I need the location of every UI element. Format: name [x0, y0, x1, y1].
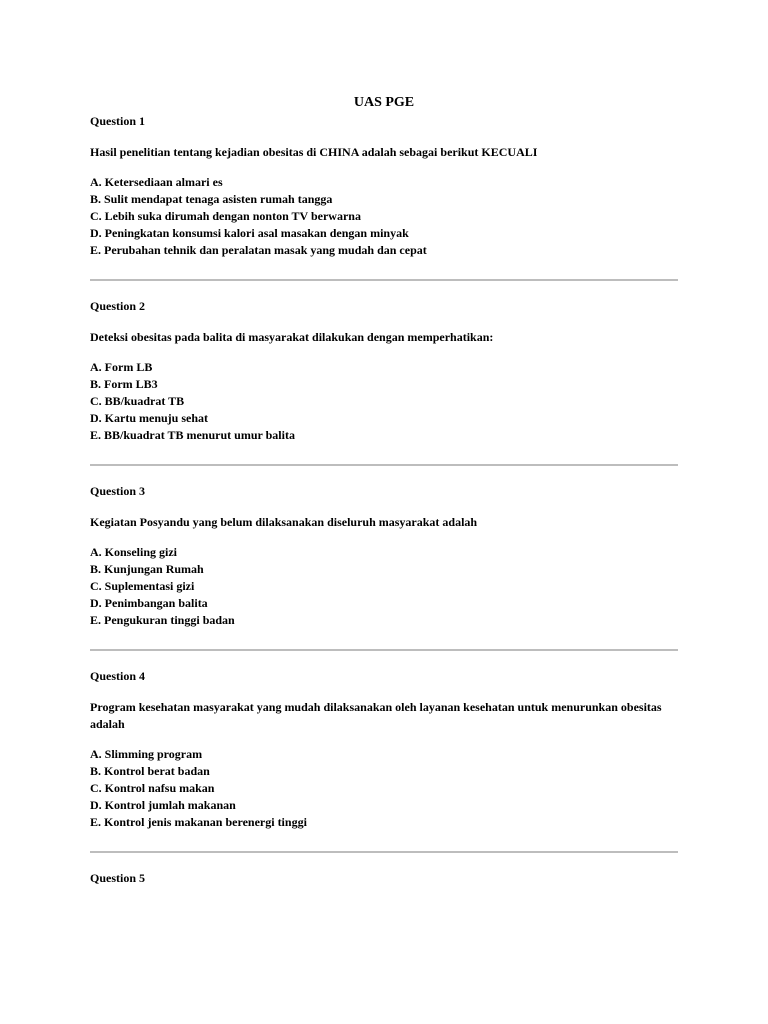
answer-options	[90, 746, 678, 831]
question-separator	[90, 851, 678, 853]
option-b: B. Sulit mendapat tenaga asisten rumah tangga	[90, 192, 333, 206]
question-separator	[90, 649, 678, 651]
question-text: Deteksi obesitas pada balita di masyarakat dilakukan dengan memperhatikan:	[90, 330, 494, 344]
option-c: C. Kontrol nafsu makan	[90, 781, 215, 795]
option-c: C. Lebih suka dirumah dengan nonton TV berwarna	[90, 209, 361, 223]
document-title: UAS PGE	[353, 95, 415, 110]
question-separator	[90, 464, 678, 466]
option-e: E. Pengukuran tinggi badan	[90, 613, 235, 627]
question-text: Hasil penelitian tentang kejadian obesitas di CHINA adalah sebagai berikut KECUALI	[90, 145, 538, 159]
question-block-1	[90, 114, 678, 259]
question-label: Question 1	[90, 114, 146, 128]
question-text: Program kesehatan masyarakat yang mudah dilaksanakan oleh layanan kesehatan untuk menurunkan obesitas adalah	[90, 700, 662, 731]
answer-options	[90, 359, 678, 444]
question-label: Question 3	[90, 484, 146, 498]
question-label: Question 4	[90, 669, 146, 683]
answer-options	[90, 544, 678, 629]
question-label: Question 5	[90, 871, 146, 885]
option-b: B. Form LB3	[90, 377, 158, 391]
option-d: D. Kontrol jumlah makanan	[90, 798, 236, 812]
option-d: D. Peningkatan konsumsi kalori asal masakan dengan minyak	[90, 226, 409, 240]
question-block-3	[90, 484, 678, 629]
option-a: A. Konseling gizi	[90, 545, 178, 559]
option-c: C. Suplementasi gizi	[90, 579, 195, 593]
option-a: A. Form LB	[90, 360, 153, 374]
question-block-2	[90, 299, 678, 444]
option-b: B. Kontrol berat badan	[90, 764, 210, 778]
option-b: B. Kunjungan Rumah	[90, 562, 204, 576]
option-e: E. Perubahan tehnik dan peralatan masak yang mudah dan cepat	[90, 243, 427, 257]
question-label: Question 2	[90, 299, 146, 313]
option-e: E. BB/kuadrat TB menurut umur balita	[90, 428, 295, 442]
question-block-4	[90, 669, 678, 831]
option-e: E. Kontrol jenis makanan berenergi tinggi	[90, 815, 307, 829]
question-block-5	[90, 871, 678, 886]
question-text: Kegiatan Posyandu yang belum dilaksanakan diseluruh masyarakat adalah	[90, 515, 478, 529]
option-c: C. BB/kuadrat TB	[90, 394, 185, 408]
option-d: D. Penimbangan balita	[90, 596, 208, 610]
answer-options	[90, 174, 678, 259]
option-a: A. Slimming program	[90, 747, 203, 761]
option-a: A. Ketersediaan almari es	[90, 175, 223, 189]
option-d: D. Kartu menuju sehat	[90, 411, 209, 425]
question-separator	[90, 279, 678, 281]
